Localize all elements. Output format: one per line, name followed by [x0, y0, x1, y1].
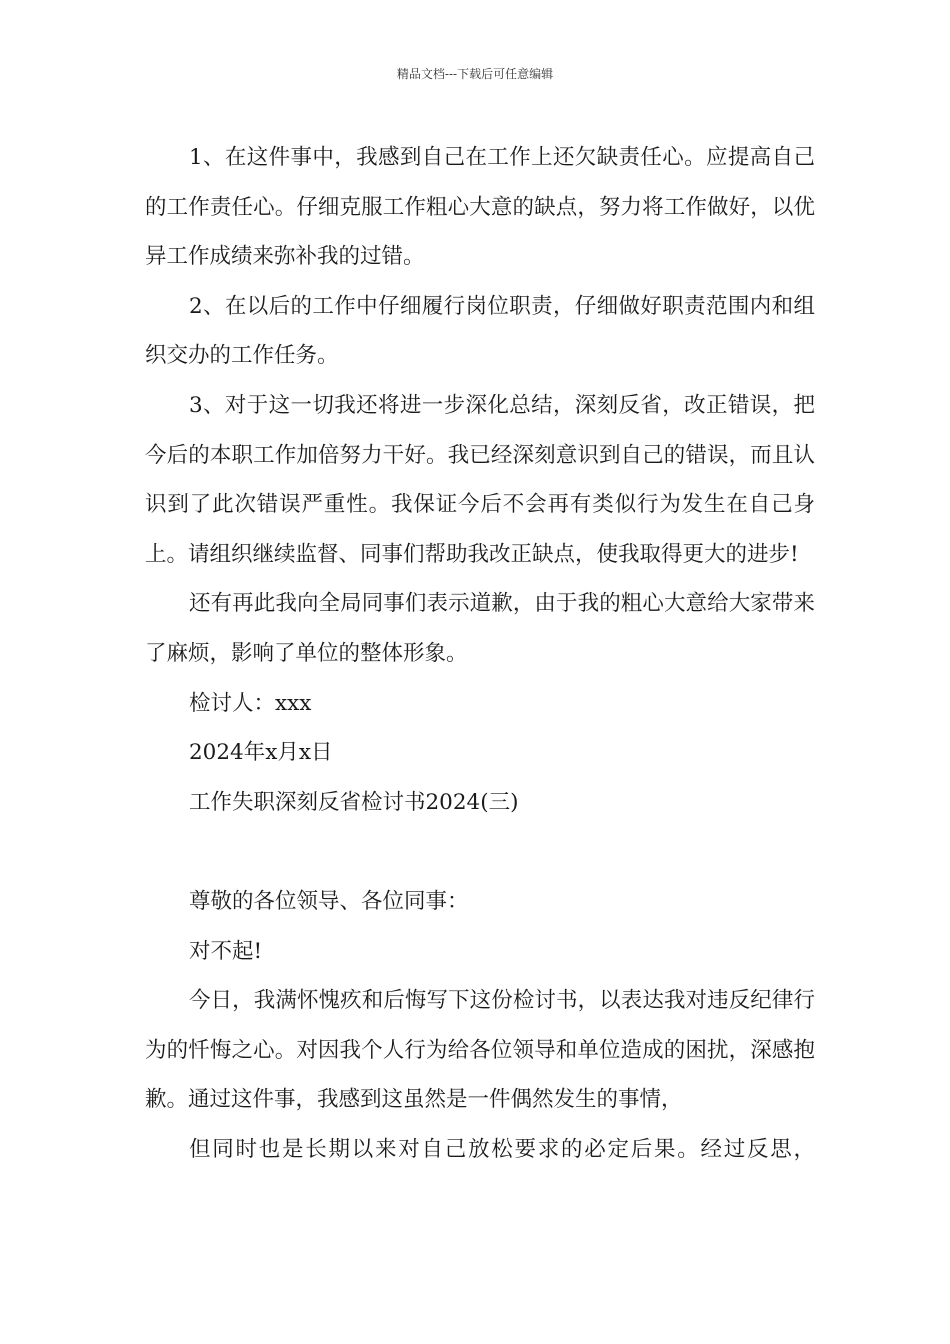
paragraph-apology: 还有再此我向全局同事们表示道歉，由于我的粗心大意给大家带来了麻烦，影响了单位的整体形象。 [145, 591, 815, 666]
paragraph-introduction: 今日，我满怀愧疚和后悔写下这份检讨书，以表达我对违反纪律行为的忏悔之心。对因我个人行为给各位领导和单位造成的困扰，深感抱歉。通过这件事，我感到这虽然是一件偶然发生的事情， [145, 988, 815, 1113]
page-header: 精品文档---下载后可任意编辑 [396, 67, 554, 81]
paragraph-point-3: 3、对于这一切我还将进一步深化总结，深刻反省，改正错误，把今后的本职工作加倍努力干好。我已经深刻意识到自己的错误，而且认识到了此次错误严重性。我保证今后不会再有类似行为发生在自己身上。请组织继续监督、同事们帮助我改正缺点，使我取得更大的进步! [145, 392, 815, 567]
paragraph-point-2: 2、在以后的工作中仔细履行岗位职责，仔细做好职责范围内和组织交办的工作任务。 [145, 293, 815, 369]
opening-line: 对不起! [189, 938, 263, 964]
paragraph-continuation: 但同时也是长期以来对自己放松要求的必定后果。经过反思， [189, 1136, 815, 1162]
section-title: 工作失职深刻反省检讨书2024(三) [189, 789, 519, 815]
document-body [145, 133, 815, 1174]
signature-line: 检讨人：xxx [189, 690, 312, 716]
salutation: 尊敬的各位领导、各位同事： [189, 888, 469, 914]
blank-line [145, 827, 815, 877]
date-line: 2024年x月x日 [189, 740, 333, 766]
paragraph-point-1: 1、在这件事中，我感到自己在工作上还欠缺责任心。应提高自己的工作责任心。仔细克服工作粗心大意的缺点，努力将工作做好，以优异工作成绩来弥补我的过错。 [145, 145, 815, 270]
